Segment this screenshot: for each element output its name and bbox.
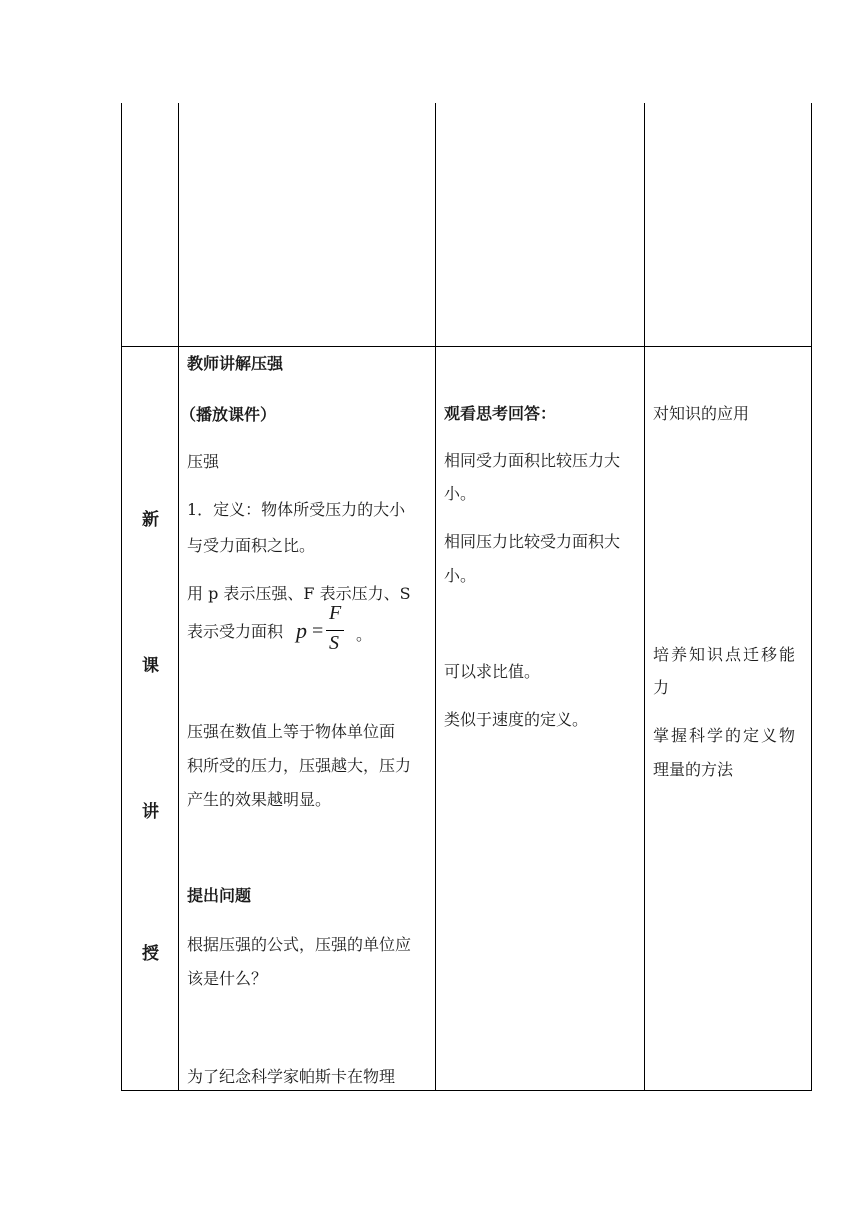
side-label-3: 讲 xyxy=(142,802,159,822)
side-label-2: 课 xyxy=(142,656,159,676)
formula-denominator: S xyxy=(329,632,339,654)
teacher-heading: 教师讲解压强 xyxy=(187,354,284,373)
explanation-line-2: 积所受的压力，压强越大，压力 xyxy=(187,756,412,775)
table-border-bottom xyxy=(121,1090,812,1091)
pascal-line-1: 为了纪念科学家帕斯卡在物理 xyxy=(187,1067,396,1086)
student-heading: 观看思考回答： xyxy=(444,404,557,423)
table-border-col2 xyxy=(178,103,179,1091)
side-label-1: 新 xyxy=(142,510,159,530)
explanation-line-3: 产生的效果越明显。 xyxy=(187,790,332,809)
intent-2-line-1: 培养知识点迁移能 xyxy=(653,645,798,664)
intent-3-line-1: 掌握科学的定义物 xyxy=(653,726,798,745)
definition-line-1: 1．定义：物体所受压力的大小 xyxy=(187,500,406,519)
side-label-4: 授 xyxy=(142,944,159,964)
explanation-line-1: 压强在数值上等于物体单位面 xyxy=(187,722,396,741)
formula-tail: 。 xyxy=(356,627,373,644)
answer-4: 类似于速度的定义。 xyxy=(444,710,589,729)
question-line-1: 根据压强的公式，压强的单位应 xyxy=(187,935,412,954)
symbols-line-2: 表示受力面积 xyxy=(187,622,284,641)
intent-2-line-2: 力 xyxy=(653,678,670,697)
table-border-col4 xyxy=(644,103,645,1091)
answer-2-line-2: 小。 xyxy=(444,566,477,585)
intent-1: 对知识的应用 xyxy=(653,404,750,423)
formula-fraction-bar xyxy=(326,630,344,631)
symbols-line-1: 用 p 表示压强、F 表示压力、S xyxy=(187,584,411,603)
formula-equals: = xyxy=(312,620,324,642)
answer-1-line-2: 小。 xyxy=(444,484,477,503)
table-border-col3 xyxy=(435,103,436,1091)
answer-3: 可以求比值。 xyxy=(444,662,541,681)
formula-numerator: F xyxy=(329,602,342,624)
formula-lhs: p xyxy=(296,618,307,643)
definition-line-2: 与受力面积之比。 xyxy=(187,536,316,555)
question-heading: 提出问题 xyxy=(187,886,252,905)
topic-label: 压强 xyxy=(187,452,220,471)
answer-1-line-1: 相同受力面积比较压力大 xyxy=(444,451,621,470)
answer-2-line-1: 相同压力比较受力面积大 xyxy=(444,532,621,551)
table-border-right xyxy=(811,103,812,1091)
table-row-divider xyxy=(121,346,812,347)
question-line-2: 该是什么？ xyxy=(187,969,268,988)
pressure-formula xyxy=(296,604,386,660)
intent-3-line-2: 理量的方法 xyxy=(653,760,734,779)
courseware-note: （播放课件） xyxy=(180,405,277,424)
table-border-left xyxy=(121,103,122,1091)
